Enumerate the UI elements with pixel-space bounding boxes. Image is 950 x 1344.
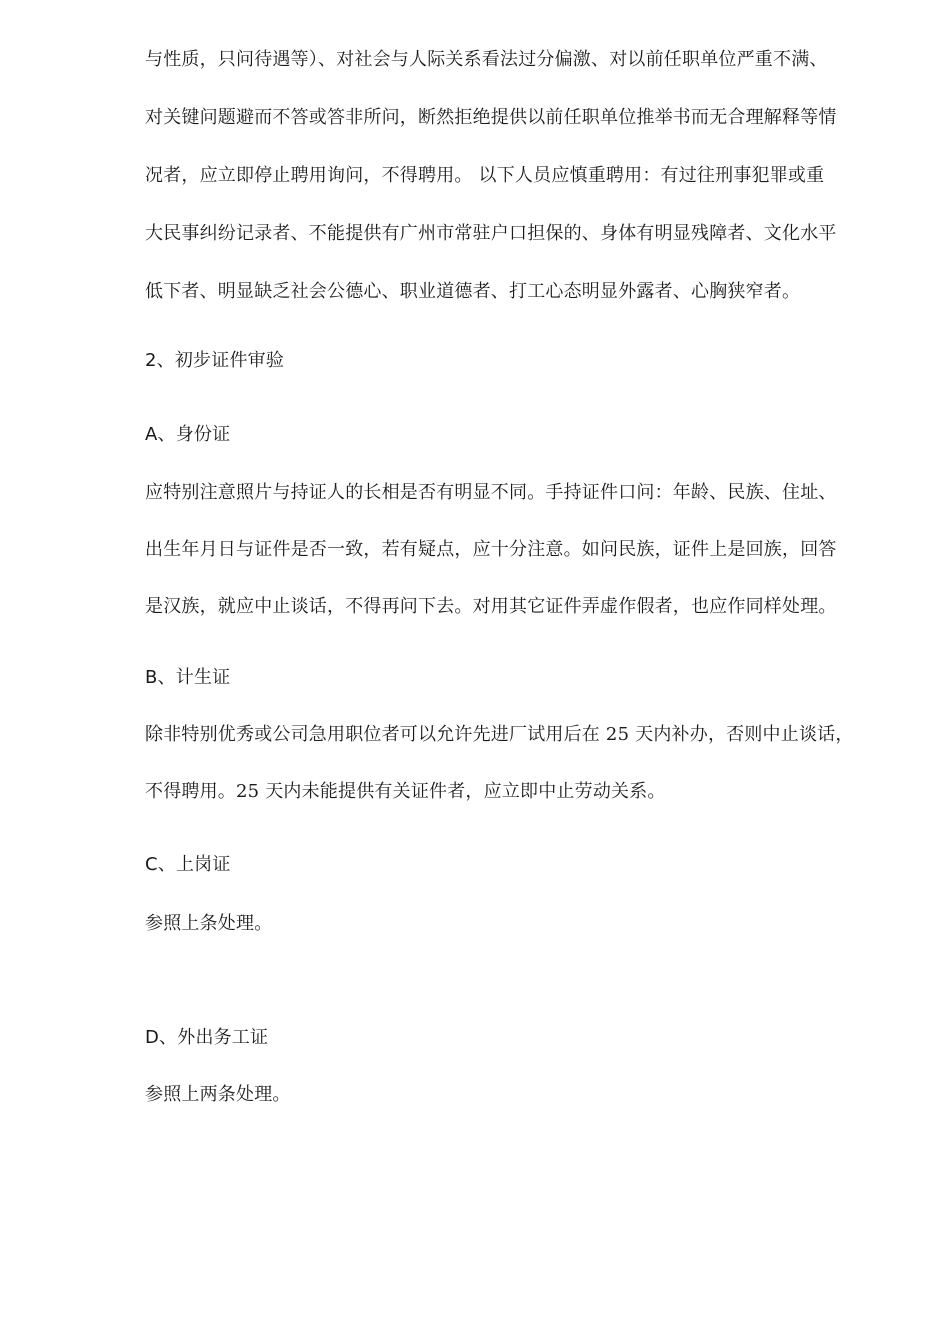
- paragraph-line: 参照上两条处理。: [145, 1084, 291, 1105]
- paragraph-line: 参照上条处理。: [145, 913, 273, 934]
- paragraph-line: 低下者、明显缺乏社会公德心、职业道德者、打工心态明显外露者、心胸狭窄者。: [145, 281, 801, 302]
- paragraph-line: 是汉族，就应中止谈话，不得再问下去。对用其它证件弄虚作假者，也应作同样处理。: [145, 596, 837, 617]
- paragraph-line: 与性质，只问待遇等）、对社会与人际关系看法过分偏激、对以前任职单位严重不满、: [145, 49, 828, 70]
- subsection-heading: C、上岗证: [145, 854, 231, 875]
- subsection-heading: B、计生证: [145, 667, 231, 688]
- paragraph-line: 除非特别优秀或公司急用职位者可以允许先进厂试用后在 25 天内补办，否则中止谈话，: [145, 724, 854, 745]
- paragraph-line: 不得聘用。25 天内未能提供有关证件者，应立即中止劳动关系。: [145, 781, 666, 802]
- paragraph-line: 大民事纠纷记录者、不能提供有广州市常驻户口担保的、身体有明显残障者、文化水平: [145, 223, 837, 244]
- subsection-heading: D、外出务工证: [145, 1027, 269, 1048]
- paragraph-line: 出生年月日与证件是否一致，若有疑点，应十分注意。如问民族，证件上是回族，回答: [145, 539, 837, 560]
- paragraph-line: 况者，应立即停止聘用询问，不得聘用。 以下人员应慎重聘用：有过往刑事犯罪或重: [145, 165, 825, 186]
- section-heading: 2、初步证件审验: [145, 350, 285, 371]
- paragraph-line: 对关键问题避而不答或答非所问，断然拒绝提供以前任职单位推举书而无合理解释等情: [145, 107, 837, 128]
- subsection-heading: A、身份证: [145, 424, 231, 445]
- paragraph-line: 应特别注意照片与持证人的长相是否有明显不同。手持证件口问：年龄、民族、住址、: [145, 482, 837, 503]
